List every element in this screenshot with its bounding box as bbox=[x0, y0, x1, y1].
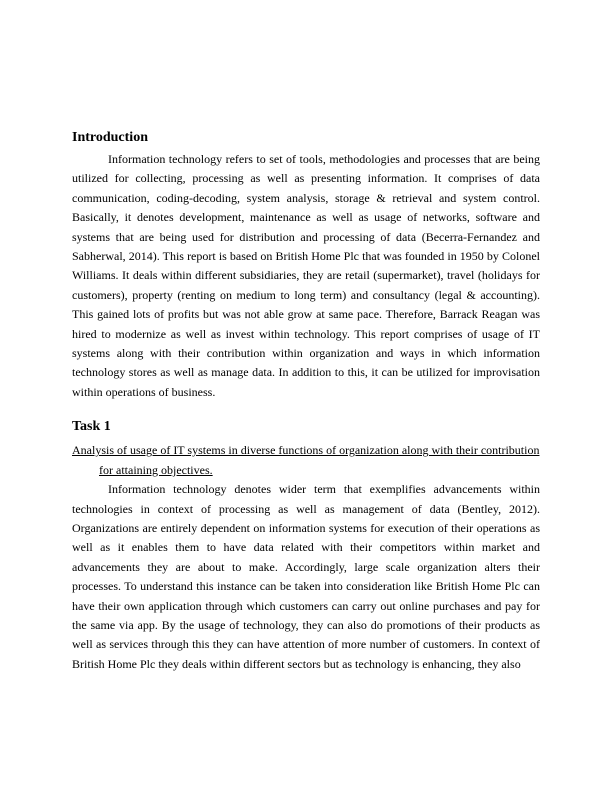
task1-subheading: Analysis of usage of IT systems in diverse functions of organization along with their contribution for attaining objectives. bbox=[72, 443, 540, 477]
task1-paragraph: Information technology denotes wider term that exemplifies advancements within technologies in context of processing as well as management of data (Bentley, 2012). Organizations are entirely dependent on information systems for execution of their operations as well as it enables them to have data related with their competitors within market and advancements they are about to make. Accordingly, large scale organization alters their processes. To understand this instance can be taken into consideration like British Home Plc can have their own application through which customers can carry out online purchases and pay for the same via app. By the usage of technology, they can also do promotions of their products as well as services through this they can have attention of more number of customers. In context of British Home Plc they deals within different sectors but as technology is enhancing, they also bbox=[72, 482, 540, 671]
introduction-paragraph: Information technology refers to set of tools, methodologies and processes that are being utilized for collecting, processing as well as presenting information. It comprises of data communication, coding-decoding, system analysis, storage & retrieval and system control. Basically, it denotes development, maintenance as well as usage of networks, software and systems that are being used for distribution and processing of data (Becerra-Fernandez and Sabherwal, 2014). This report is based on British Home Plc that was founded in 1950 by Colonel Williams. It deals within different subsidiaries, they are retail (supermarket), travel (holidays for customers), property (renting on medium to long term) and consultancy (legal & accounting). This gained lots of profits but was not able grow at same pace. Therefore, Barrack Reagan was hired to modernize as well as invest within technology. This report comprises of usage of IT systems along with their contribution within organization and ways in which information technology stores as well as manage data. In addition to this, it can be utilized for improvisation within operations of business. bbox=[72, 152, 540, 399]
introduction-heading: Introduction bbox=[72, 130, 148, 145]
task1-heading: Task 1 bbox=[72, 419, 111, 435]
document-page bbox=[72, 128, 540, 674]
